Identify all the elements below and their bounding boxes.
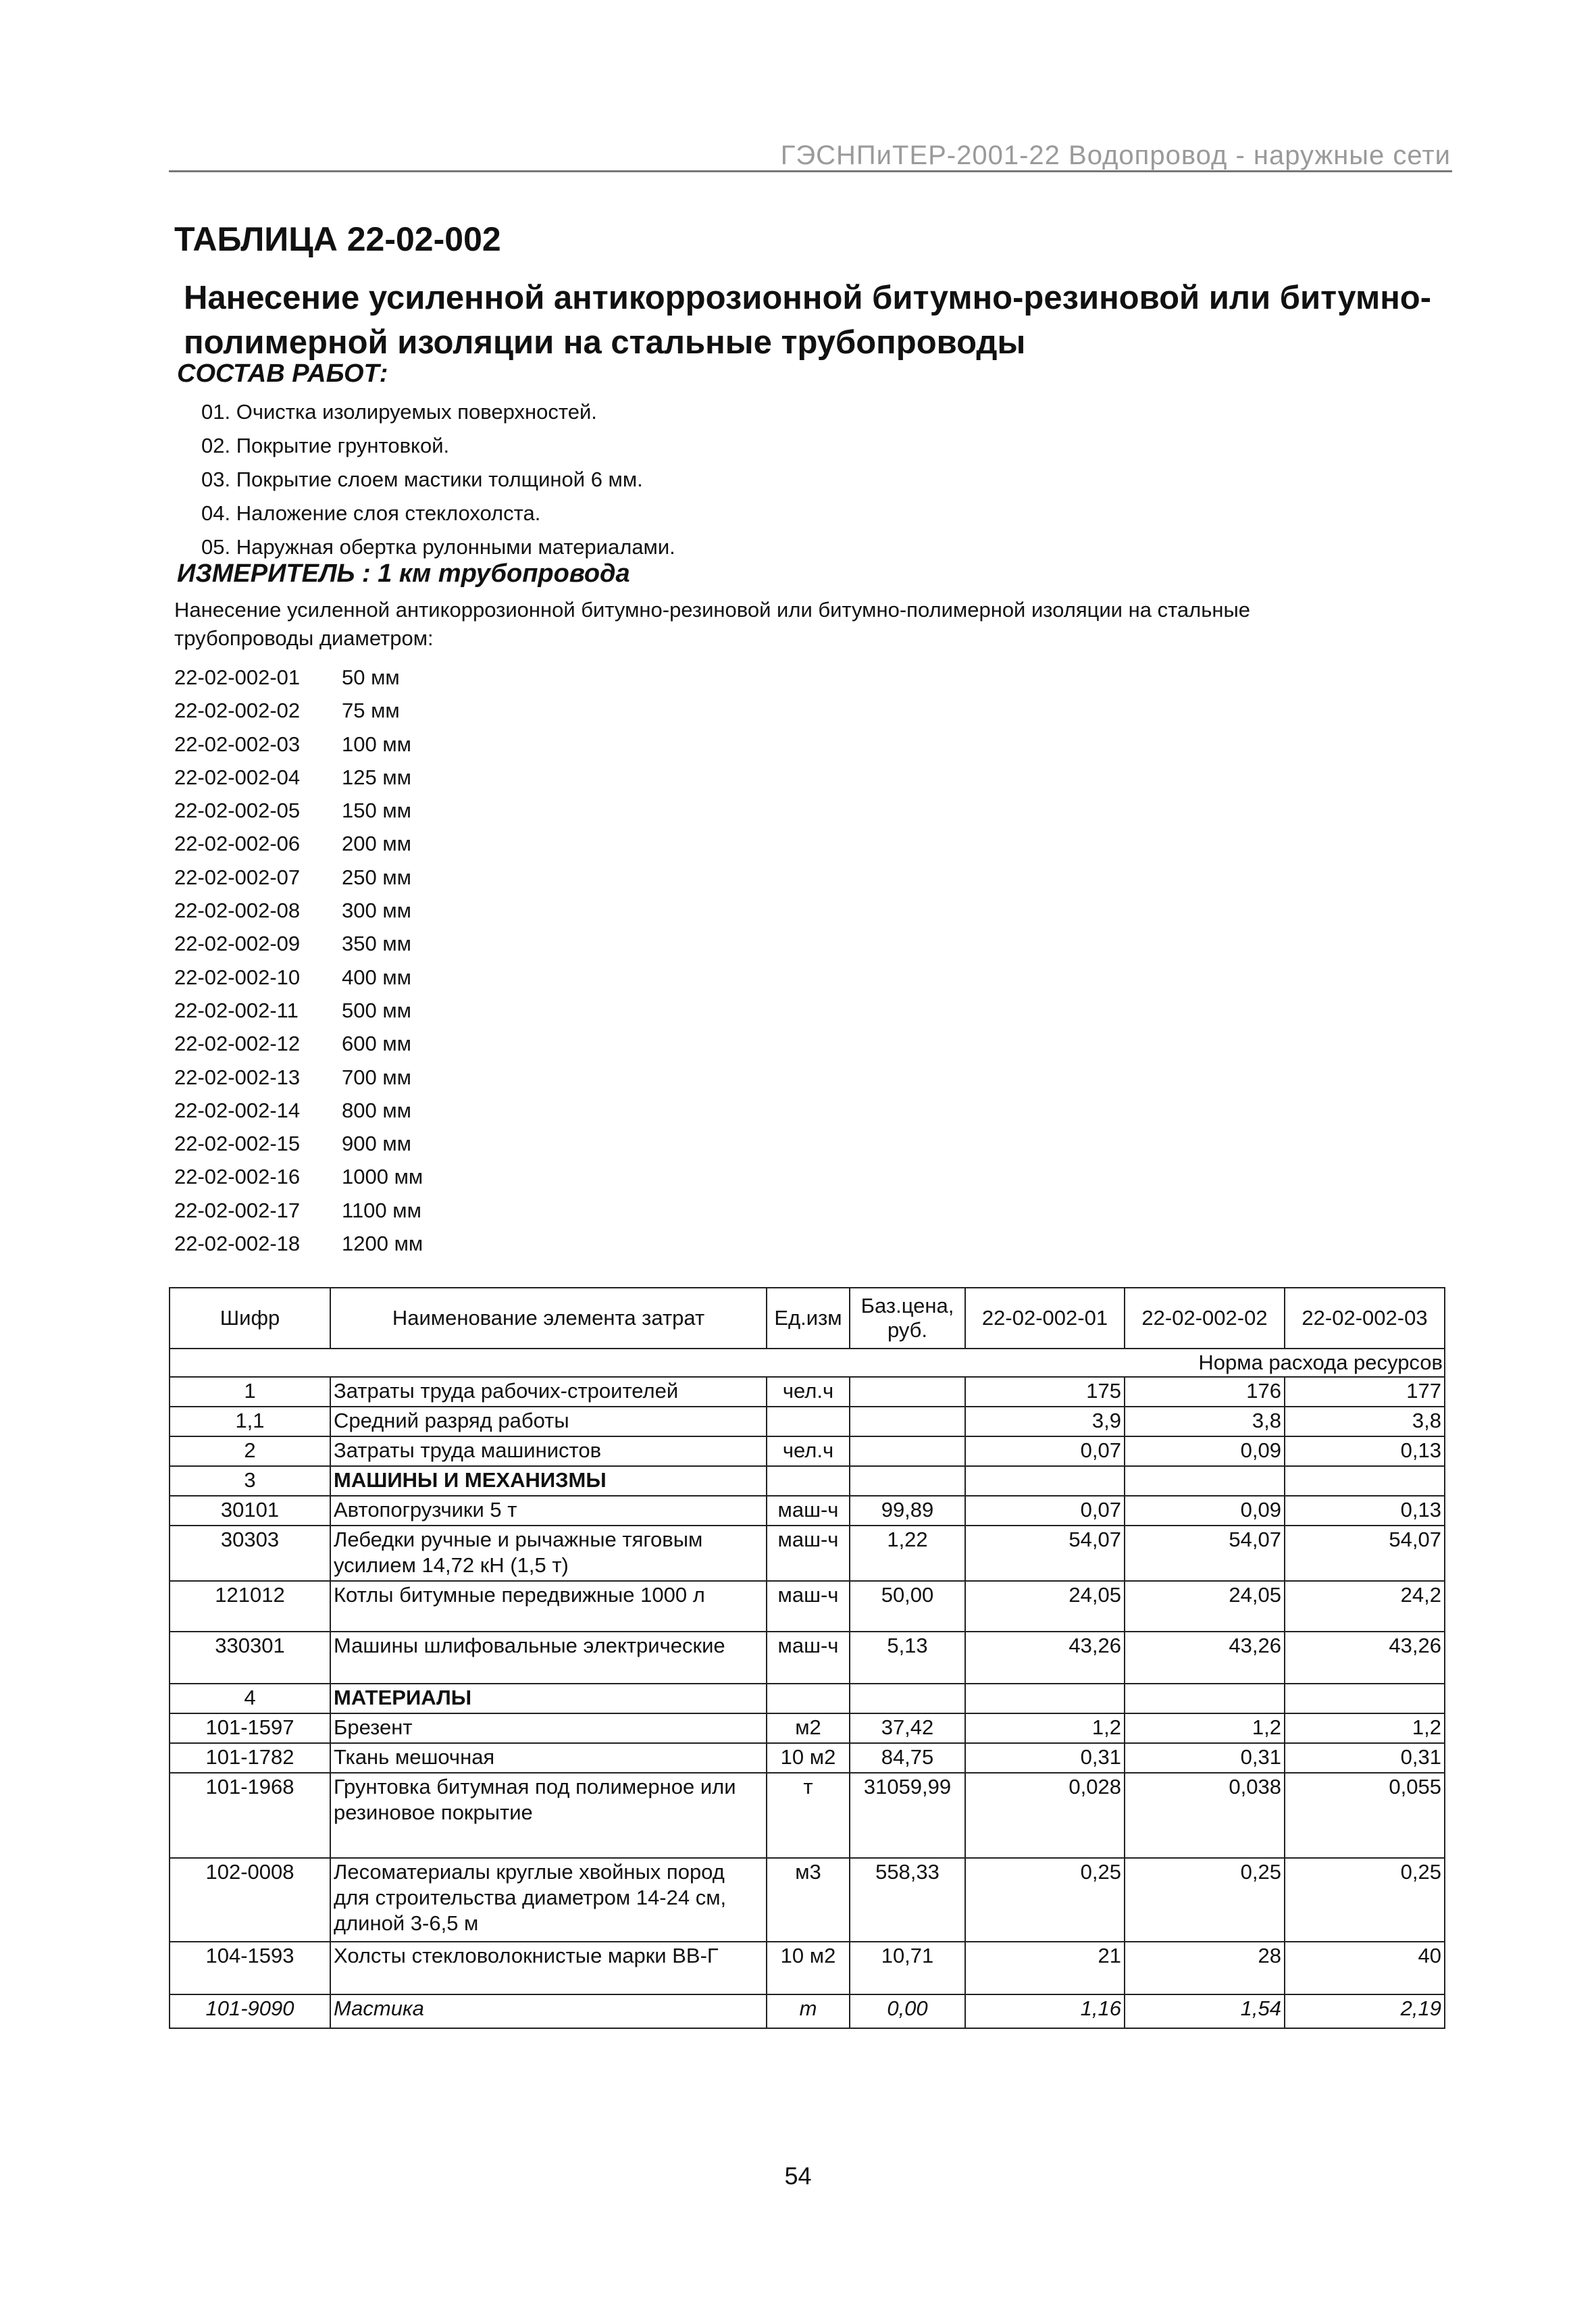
code: 22-02-002-10 — [174, 965, 301, 989]
table-row — [170, 1632, 1445, 1684]
code-row — [174, 694, 423, 727]
diameter: 800 мм — [342, 1098, 411, 1122]
row-value-3: 3,8 — [1285, 1407, 1445, 1436]
row-code: 1 — [170, 1377, 330, 1407]
row-unit: 10 м2 — [767, 1743, 850, 1773]
diameter: 600 мм — [342, 1032, 411, 1056]
diameter: 100 мм — [342, 732, 411, 756]
row-value-3: 2,19 — [1285, 1994, 1445, 2028]
table-row — [170, 1994, 1445, 2028]
work-item: 04. Наложение слоя стеклохолста. — [201, 501, 541, 525]
table-row — [170, 1713, 1445, 1743]
header-code: Шифр — [170, 1288, 330, 1349]
row-value-2: 0,038 — [1125, 1773, 1285, 1858]
row-name: Затраты труда рабочих-строителей — [330, 1377, 767, 1407]
row-code: 30303 — [170, 1526, 330, 1581]
row-value-1: 0,25 — [965, 1858, 1125, 1942]
diameter: 900 мм — [342, 1132, 411, 1156]
header-col-3: 22-02-002-03 — [1285, 1288, 1445, 1349]
works-label: СОСТАВ РАБОТ: — [177, 359, 388, 388]
row-value-3: 0,13 — [1285, 1436, 1445, 1466]
row-value-3: 0,31 — [1285, 1743, 1445, 1773]
row-unit — [767, 1684, 850, 1713]
code: 22-02-002-07 — [174, 865, 301, 889]
header-rule — [169, 170, 1452, 172]
row-price — [850, 1407, 965, 1436]
row-value-1 — [965, 1466, 1125, 1496]
row-price: 50,00 — [850, 1581, 965, 1632]
code: 22-02-002-09 — [174, 932, 301, 956]
row-price: 37,42 — [850, 1713, 965, 1743]
code: 22-02-002-02 — [174, 699, 301, 723]
diameter: 75 мм — [342, 699, 400, 723]
measure-label: ИЗМЕРИТЕЛЬ : 1 км трубопровода — [177, 559, 630, 588]
row-value-2: 3,8 — [1125, 1407, 1285, 1436]
row-price: 84,75 — [850, 1743, 965, 1773]
diameter: 300 мм — [342, 899, 411, 923]
code: 22-02-002-15 — [174, 1132, 301, 1156]
row-unit: маш-ч — [767, 1632, 850, 1684]
work-item: 01. Очистка изолируемых поверхностей. — [201, 400, 597, 424]
table-row — [170, 1496, 1445, 1526]
code-row — [174, 927, 423, 960]
row-value-3: 0,13 — [1285, 1496, 1445, 1526]
code-row — [174, 1127, 423, 1160]
row-value-3: 0,25 — [1285, 1858, 1445, 1942]
row-value-2: 0,31 — [1125, 1743, 1285, 1773]
resource-table — [169, 1287, 1445, 2029]
row-name: Холсты стекловолокнистые марки ВВ-Г — [330, 1942, 767, 1994]
row-unit: чел.ч — [767, 1377, 850, 1407]
row-name: Мастика — [330, 1994, 767, 2028]
row-price — [850, 1466, 965, 1496]
norm-row — [170, 1349, 1445, 1377]
header-unit: Ед.изм — [767, 1288, 850, 1349]
table-row — [170, 1407, 1445, 1436]
row-price: 31059,99 — [850, 1773, 965, 1858]
row-value-3: 177 — [1285, 1377, 1445, 1407]
row-value-1: 43,26 — [965, 1632, 1125, 1684]
header-col-2: 22-02-002-02 — [1125, 1288, 1285, 1349]
row-name: Лесоматериалы круглые хвойных пород для строительства диаметром 14-24 см, длиной 3-6,5 м — [330, 1858, 767, 1942]
row-value-2: 1,2 — [1125, 1713, 1285, 1743]
row-unit — [767, 1466, 850, 1496]
row-value-2 — [1125, 1466, 1285, 1496]
row-value-3: 40 — [1285, 1942, 1445, 1994]
diameter: 350 мм — [342, 932, 411, 956]
row-value-1: 0,31 — [965, 1743, 1125, 1773]
row-name: МАШИНЫ И МЕХАНИЗМЫ — [330, 1466, 767, 1496]
table-header-row — [170, 1288, 1445, 1349]
row-name: Грунтовка битумная под полимерное или резиновое покрытие — [330, 1773, 767, 1858]
diameter: 400 мм — [342, 965, 411, 989]
row-unit: 10 м2 — [767, 1942, 850, 1994]
diameter: 150 мм — [342, 799, 411, 823]
row-value-1: 1,2 — [965, 1713, 1125, 1743]
row-value-3 — [1285, 1684, 1445, 1713]
diameter: 1000 мм — [342, 1165, 423, 1189]
row-unit: чел.ч — [767, 1436, 850, 1466]
row-price: 99,89 — [850, 1496, 965, 1526]
row-value-2: 0,25 — [1125, 1858, 1285, 1942]
code-row — [174, 728, 423, 761]
row-name: Средний разряд работы — [330, 1407, 767, 1436]
row-value-1: 54,07 — [965, 1526, 1125, 1581]
row-value-2: 1,54 — [1125, 1994, 1285, 2028]
table-row — [170, 1526, 1445, 1581]
code-row — [174, 1061, 423, 1094]
row-value-3: 0,055 — [1285, 1773, 1445, 1858]
code-row — [174, 661, 423, 694]
row-unit: маш-ч — [767, 1581, 850, 1632]
table-row — [170, 1377, 1445, 1407]
code: 22-02-002-12 — [174, 1032, 301, 1056]
row-code: 104-1593 — [170, 1942, 330, 1994]
row-value-3: 1,2 — [1285, 1713, 1445, 1743]
row-name: Машины шлифовальные электрические — [330, 1632, 767, 1684]
table-row — [170, 1581, 1445, 1632]
row-value-1: 175 — [965, 1377, 1125, 1407]
row-name: Автопогрузчики 5 т — [330, 1496, 767, 1526]
code-row — [174, 827, 423, 860]
code-row — [174, 1227, 423, 1260]
row-price — [850, 1436, 965, 1466]
page-number: 54 — [784, 2162, 812, 2190]
row-value-3: 54,07 — [1285, 1526, 1445, 1581]
code: 22-02-002-17 — [174, 1198, 301, 1222]
row-code: 101-9090 — [170, 1994, 330, 2028]
code-row — [174, 994, 423, 1027]
main-title: Нанесение усиленной антикоррозионной битумно-резиновой или битумно-полимерной изоляции на стальные трубопроводы — [184, 280, 1432, 361]
works-list — [201, 395, 675, 564]
code-row — [174, 1194, 423, 1227]
work-item: 02. Покрытие грунтовкой. — [201, 434, 450, 457]
row-price: 10,71 — [850, 1942, 965, 1994]
row-price — [850, 1684, 965, 1713]
row-price: 1,22 — [850, 1526, 965, 1581]
row-unit: м2 — [767, 1713, 850, 1743]
row-value-2: 43,26 — [1125, 1632, 1285, 1684]
row-value-2 — [1125, 1684, 1285, 1713]
diameter: 200 мм — [342, 832, 411, 856]
row-code: 121012 — [170, 1581, 330, 1632]
row-value-1: 1,16 — [965, 1994, 1125, 2028]
code: 22-02-002-05 — [174, 799, 301, 823]
row-code: 101-1968 — [170, 1773, 330, 1858]
diameter: 1100 мм — [342, 1198, 421, 1222]
diameter: 50 мм — [342, 665, 400, 689]
code: 22-02-002-16 — [174, 1165, 301, 1189]
code: 22-02-002-11 — [174, 998, 299, 1022]
row-value-1: 0,07 — [965, 1496, 1125, 1526]
table-row — [170, 1773, 1445, 1858]
table-title: ТАБЛИЦА 22-02-002 — [174, 220, 501, 258]
row-price: 5,13 — [850, 1632, 965, 1684]
code-row — [174, 1094, 423, 1127]
row-value-1: 21 — [965, 1942, 1125, 1994]
row-value-3 — [1285, 1466, 1445, 1496]
row-price: 558,33 — [850, 1858, 965, 1942]
row-value-2: 0,09 — [1125, 1496, 1285, 1526]
norm-label: Норма расхода ресурсов — [170, 1349, 1445, 1377]
row-value-1: 3,9 — [965, 1407, 1125, 1436]
diameter: 250 мм — [342, 865, 411, 889]
code: 22-02-002-14 — [174, 1098, 301, 1122]
table-row — [170, 1743, 1445, 1773]
row-unit — [767, 1407, 850, 1436]
row-code: 4 — [170, 1684, 330, 1713]
row-code: 101-1597 — [170, 1713, 330, 1743]
row-value-2: 54,07 — [1125, 1526, 1285, 1581]
code: 22-02-002-04 — [174, 765, 301, 789]
diameter: 500 мм — [342, 998, 411, 1022]
row-code: 2 — [170, 1436, 330, 1466]
row-value-1 — [965, 1684, 1125, 1713]
row-unit: м3 — [767, 1858, 850, 1942]
row-unit: т — [767, 1994, 850, 2028]
header-price: Баз.цена, руб. — [850, 1288, 965, 1349]
row-value-1: 0,028 — [965, 1773, 1125, 1858]
row-unit: маш-ч — [767, 1526, 850, 1581]
code-row — [174, 894, 423, 927]
row-name: Лебедки ручные и рычажные тяговым усилием 14,72 кН (1,5 т) — [330, 1526, 767, 1581]
header-col-1: 22-02-002-01 — [965, 1288, 1125, 1349]
code: 22-02-002-06 — [174, 832, 301, 856]
table-row — [170, 1466, 1445, 1496]
table-row — [170, 1942, 1445, 1994]
code-row — [174, 794, 423, 827]
row-code: 330301 — [170, 1632, 330, 1684]
row-name: Затраты труда машинистов — [330, 1436, 767, 1466]
row-code: 3 — [170, 1466, 330, 1496]
row-price — [850, 1377, 965, 1407]
row-name: Брезент — [330, 1713, 767, 1743]
header-name: Наименование элемента затрат — [330, 1288, 767, 1349]
row-value-2: 176 — [1125, 1377, 1285, 1407]
row-value-2: 28 — [1125, 1942, 1285, 1994]
row-code: 1,1 — [170, 1407, 330, 1436]
row-price: 0,00 — [850, 1994, 965, 2028]
code-row — [174, 961, 423, 994]
diameter: 700 мм — [342, 1065, 411, 1089]
row-code: 102-0008 — [170, 1858, 330, 1942]
diameter: 125 мм — [342, 765, 411, 789]
row-value-2: 24,05 — [1125, 1581, 1285, 1632]
row-name: Ткань мешочная — [330, 1743, 767, 1773]
row-value-1: 0,07 — [965, 1436, 1125, 1466]
row-value-2: 0,09 — [1125, 1436, 1285, 1466]
code: 22-02-002-03 — [174, 732, 301, 756]
description: Нанесение усиленной антикоррозионной битумно-резиновой или битумно-полимерной изоляции на стальные трубопроводы диаметром: — [174, 598, 1251, 650]
row-unit: т — [767, 1773, 850, 1858]
code: 22-02-002-18 — [174, 1232, 301, 1256]
row-unit: маш-ч — [767, 1496, 850, 1526]
row-value-3: 43,26 — [1285, 1632, 1445, 1684]
code-row — [174, 861, 423, 894]
table-row — [170, 1684, 1445, 1713]
row-code: 101-1782 — [170, 1743, 330, 1773]
running-header: ГЭСНПиТЕР-2001-22 Водопровод - наружные сети — [780, 141, 1451, 170]
row-name: МАТЕРИАЛЫ — [330, 1684, 767, 1713]
code: 22-02-002-13 — [174, 1065, 301, 1089]
row-value-1: 24,05 — [965, 1581, 1125, 1632]
row-value-3: 24,2 — [1285, 1581, 1445, 1632]
table-row — [170, 1436, 1445, 1466]
diameter: 1200 мм — [342, 1232, 423, 1256]
code-row — [174, 761, 423, 794]
code: 22-02-002-01 — [174, 665, 301, 689]
code-list — [174, 661, 423, 1260]
table-row — [170, 1858, 1445, 1942]
code-row — [174, 1160, 423, 1193]
code-row — [174, 1027, 423, 1060]
work-item: 03. Покрытие слоем мастики толщиной 6 мм. — [201, 468, 643, 491]
code: 22-02-002-08 — [174, 899, 301, 923]
row-code: 30101 — [170, 1496, 330, 1526]
work-item: 05. Наружная обертка рулонными материалами. — [201, 535, 675, 559]
row-name: Котлы битумные передвижные 1000 л — [330, 1581, 767, 1632]
